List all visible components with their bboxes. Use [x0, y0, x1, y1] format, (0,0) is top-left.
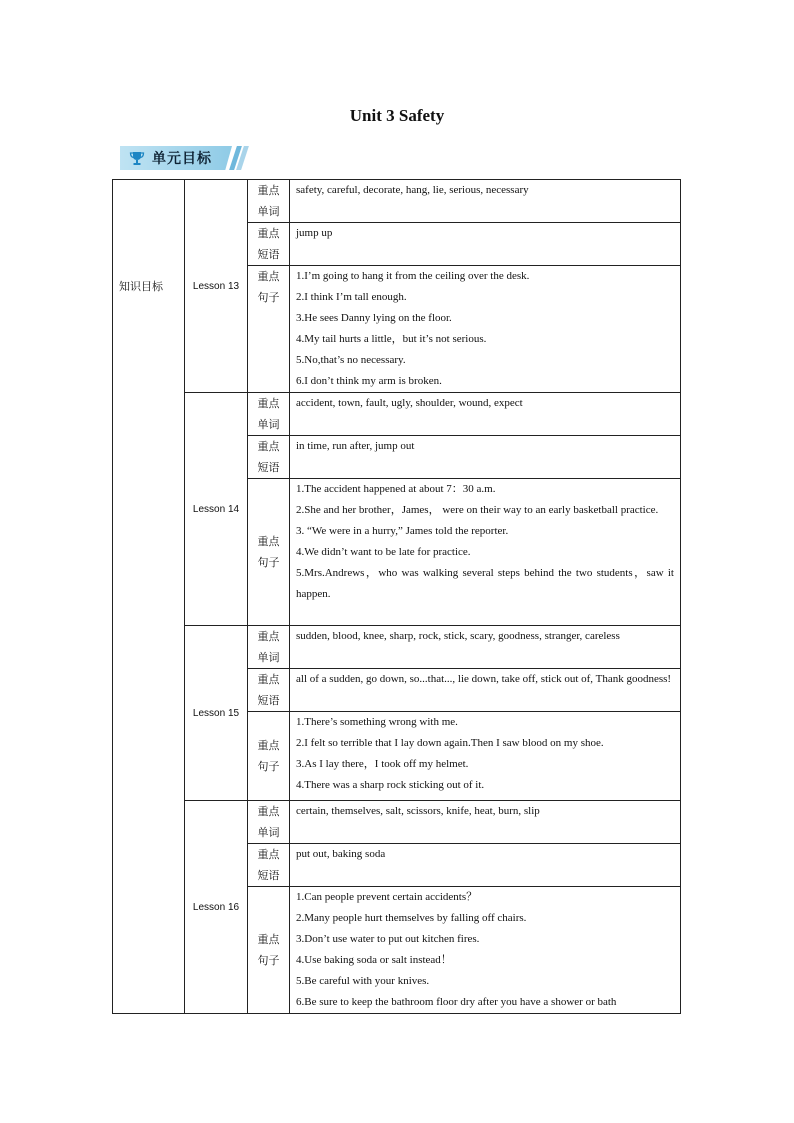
page-title: Unit 3 Safety — [349, 106, 445, 125]
lesson-cell: Lesson 16 — [185, 801, 248, 1014]
table-row — [113, 393, 681, 436]
lesson-cell: Lesson 14 — [185, 393, 248, 626]
content-cell: 1.There’s something wrong with me. 2.I felt so terrible that I lay down again.Then I saw blood on my shoe. 3.As I lay there，I took off my helmet. 4.There was a sharp rock sticking out of it. — [290, 712, 681, 801]
label-cell: 重点 句子 — [248, 266, 290, 393]
category-cell-empty — [113, 393, 185, 1014]
content-cell: 1.I’m going to hang it from the ceiling over the desk. 2.I think I’m tall enough. 3.He sees Danny lying on the floor. 4.My tail hurts a little，but it’s not serious. 5.No,that’s no necessary. 6.I don’t think my arm is broken. — [290, 266, 681, 393]
content-cell: safety, careful, decorate, hang, lie, serious, necessary — [290, 180, 681, 223]
content-cell: certain, themselves, salt, scissors, knife, heat, burn, slip — [290, 801, 681, 844]
label-cell: 重点 单词 — [248, 801, 290, 844]
label-cell: 重点 短语 — [248, 223, 290, 266]
section-banner — [120, 146, 244, 170]
content-cell: accident, town, fault, ugly, shoulder, wound, expect — [290, 393, 681, 436]
table-row — [113, 180, 681, 223]
label-cell: 重点 句子 — [248, 887, 290, 1014]
content-cell: put out, baking soda — [290, 844, 681, 887]
label-cell: 重点 短语 — [248, 844, 290, 887]
label-cell: 重点 短语 — [248, 436, 290, 479]
label-cell: 重点 单词 — [248, 180, 290, 223]
label-cell: 重点 单词 — [248, 393, 290, 436]
label-cell: 重点 句子 — [248, 479, 290, 626]
content-cell: sudden, blood, knee, sharp, rock, stick, scary, goodness, stranger, careless — [290, 626, 681, 669]
content-cell: in time, run after, jump out — [290, 436, 681, 479]
lesson-cell: Lesson 15 — [185, 626, 248, 801]
table-row — [113, 801, 681, 844]
lesson-cell: Lesson 13 — [185, 180, 248, 393]
content-cell: 1.The accident happened at about 7：30 a.m. 2.She and her brother，James， were on their way to an early basketball practice. 3. “We were in a hurry,” James told the reporter. 4.We didn’t want to be late for practice. 5.Mrs.Andrews，who was walking several steps behind the two students，saw it happen. — [290, 479, 681, 626]
table-row — [113, 626, 681, 669]
trophy-icon — [129, 150, 145, 166]
banner-label: 单元目标 — [152, 151, 212, 167]
label-cell: 重点 句子 — [248, 712, 290, 801]
label-cell: 重点 短语 — [248, 669, 290, 712]
content-cell: jump up — [290, 223, 681, 266]
content-cell: all of a sudden, go down, so...that..., lie down, take off, stick out of, Thank goodness! — [290, 669, 681, 712]
objectives-table — [112, 179, 681, 1014]
content-cell: 1.Can people prevent certain accidents？ 2.Many people hurt themselves by falling off chairs. 3.Don’t use water to put out kitchen fires. 4.Use baking soda or salt instead！ 5.Be careful with your knives. 6.Be sure to keep the bathroom floor dry after you have a shower or bath — [290, 887, 681, 1014]
category-cell: 知识目标 — [113, 180, 185, 393]
label-cell: 重点 单词 — [248, 626, 290, 669]
